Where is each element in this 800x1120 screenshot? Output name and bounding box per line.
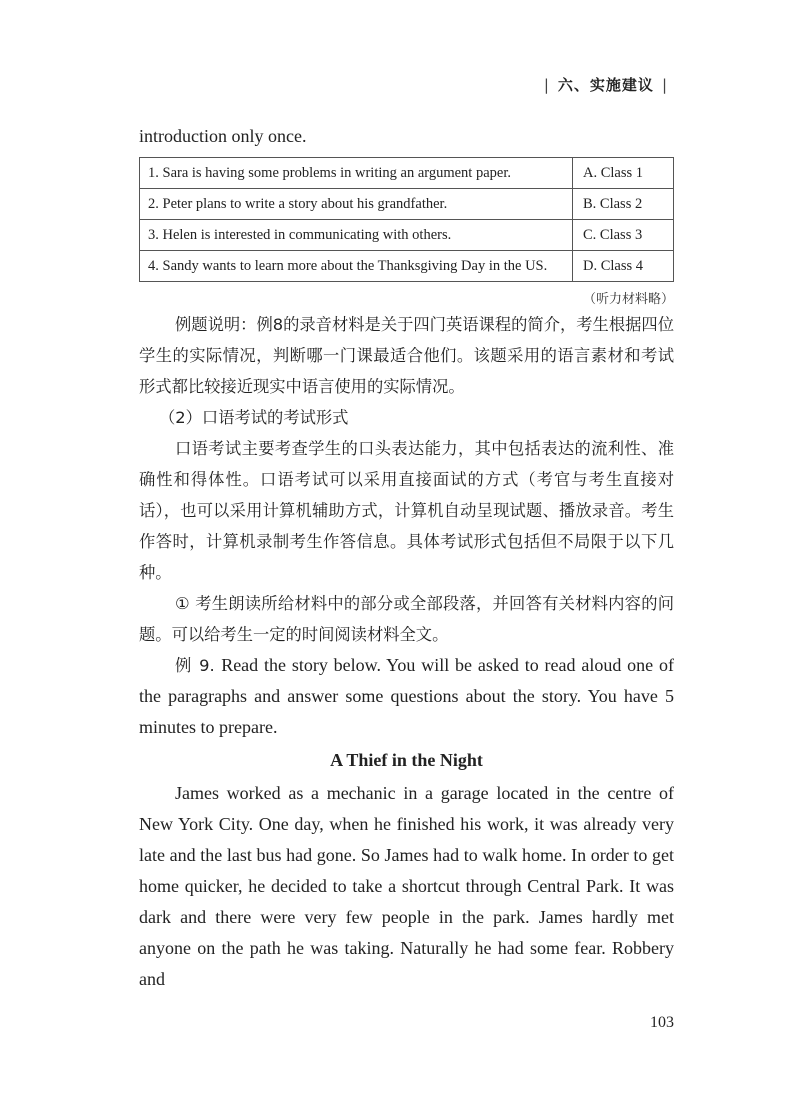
item-one-paragraph: ① 考生朗读所给材料中的部分或全部段落，并回答有关材料内容的问题。可以给考生一定的时间阅读材料全文。: [139, 594, 674, 644]
table-row: [140, 158, 674, 189]
option-cell: B. Class 2: [573, 189, 674, 220]
table-row: [140, 220, 674, 251]
statement-cell: 4. Sandy wants to learn more about the Thanksgiving Day in the US.: [140, 251, 573, 282]
oral-exam-description: 口语考试主要考查学生的口头表达能力，其中包括表达的流利性、准确性和得体性。口语考试可以采用直接面试的方式（考官与考生直接对话），也可以采用计算机辅助方式，计算机自动呈现试题、播放录音。考生作答时，计算机录制考生作答信息。具体考试形式包括但不局限于以下几种。: [139, 439, 674, 582]
table-row: [140, 251, 674, 282]
example-explanation-paragraph: 例题说明：例8的录音材料是关于四门英语课程的简介，考生根据四位学生的实际情况，判断哪一门课最适合他们。该题采用的语言素材和考试形式都比较接近现实中语言使用的实际情况。: [139, 315, 674, 396]
page-body: [139, 126, 674, 995]
matching-table: [139, 157, 674, 282]
header-right-divider: |: [661, 76, 668, 94]
story-title: A Thief in the Night: [330, 750, 483, 770]
table-row: [140, 189, 674, 220]
section-title: 六、实施建议: [557, 76, 654, 94]
example-nine-text: Read the story below. You will be asked to read aloud one of the paragraphs and answer some questions about the story. You have 5 minutes to prepare.: [139, 655, 674, 737]
option-cell: D. Class 4: [573, 251, 674, 282]
statement-cell: 1. Sara is having some problems in writing an argument paper.: [140, 158, 573, 189]
example-nine-paragraph: [139, 650, 674, 743]
running-header: [536, 74, 676, 95]
header-left-divider: |: [543, 76, 550, 94]
listening-note: （听力材料略）: [582, 292, 674, 307]
story-body: James worked as a mechanic in a garage located in the centre of New York City. One day, when he finished his work, it was already very late and the last bus had gone. So James had to walk home. In order to get home quicker, he decided to take a shortcut through Central Park. It was dark and there were very few people in the park. James hardly met anyone on the path he was taking. Naturally he had some fear. Robbery and: [139, 783, 674, 989]
option-cell: A. Class 1: [573, 158, 674, 189]
option-cell: C. Class 3: [573, 220, 674, 251]
example-nine-label: 例 9.: [175, 656, 222, 675]
statement-cell: 3. Helen is interested in communicating with others.: [140, 220, 573, 251]
oral-exam-heading: （2）口语考试的考试形式: [159, 408, 349, 427]
lead-text: introduction only once.: [139, 126, 307, 146]
page-number: 103: [650, 1014, 674, 1031]
statement-cell: 2. Peter plans to write a story about his grandfather.: [140, 189, 573, 220]
